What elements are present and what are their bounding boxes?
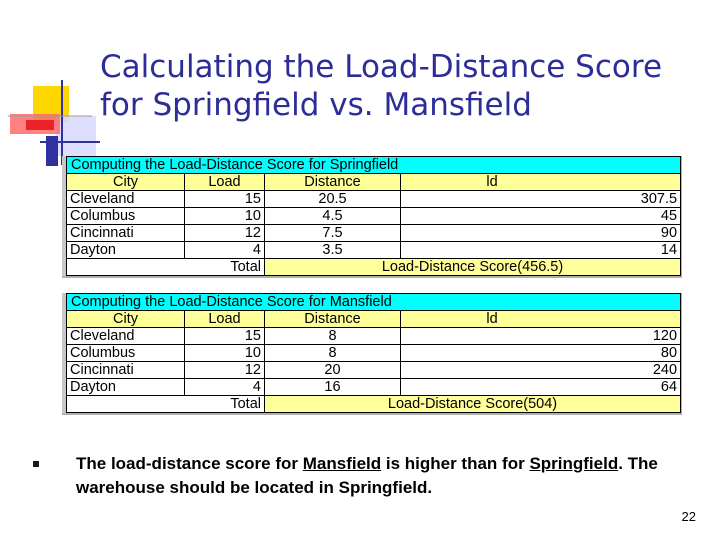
cell-distance: 20 <box>265 362 401 379</box>
corner-decoration <box>0 0 100 170</box>
mansfield-table <box>66 293 681 413</box>
conclusion-text <box>76 452 696 500</box>
cell-distance: 7.5 <box>265 225 401 242</box>
table-caption-row <box>67 157 681 174</box>
cell-ld: 90 <box>401 225 681 242</box>
corner-decoration-graphic <box>0 0 100 170</box>
table-row <box>67 225 681 242</box>
cell-load: 12 <box>185 362 265 379</box>
cell-load: 4 <box>185 242 265 259</box>
cell-ld: 307.5 <box>401 191 681 208</box>
sheet-gutter <box>62 293 66 413</box>
cell-load: 15 <box>185 328 265 345</box>
header-ld: ld <box>401 311 681 328</box>
table-row <box>67 242 681 259</box>
header-city: City <box>67 311 185 328</box>
header-distance: Distance <box>265 174 401 191</box>
total-label: Total <box>67 259 265 276</box>
table-header-row <box>67 311 681 328</box>
cell-load: 10 <box>185 208 265 225</box>
table-row <box>67 191 681 208</box>
springfield-sheet <box>62 156 682 278</box>
cell-load: 4 <box>185 379 265 396</box>
cell-distance: 4.5 <box>265 208 401 225</box>
table-row <box>67 208 681 225</box>
bullet-marker <box>33 461 39 467</box>
header-load: Load <box>185 311 265 328</box>
header-ld: ld <box>401 174 681 191</box>
load-distance-score: Load-Distance Score(504) <box>265 396 681 413</box>
cell-city: Cleveland <box>67 328 185 345</box>
cell-load: 15 <box>185 191 265 208</box>
cell-ld: 120 <box>401 328 681 345</box>
cell-load: 10 <box>185 345 265 362</box>
cell-city: Dayton <box>67 242 185 259</box>
header-city: City <box>67 174 185 191</box>
cell-ld: 45 <box>401 208 681 225</box>
mansfield-sheet <box>62 293 682 415</box>
cell-ld: 14 <box>401 242 681 259</box>
sheet-gutter <box>62 156 66 276</box>
cell-city: Cincinnati <box>67 225 185 242</box>
cell-ld: 80 <box>401 345 681 362</box>
table-total-row <box>67 396 681 413</box>
header-load: Load <box>185 174 265 191</box>
cell-city: Columbus <box>67 208 185 225</box>
table-row <box>67 328 681 345</box>
springfield-link[interactable]: Springfield <box>529 454 619 473</box>
table-header-row <box>67 174 681 191</box>
title-line-2: for Springfield vs. Mansfield <box>100 87 532 123</box>
cell-city: Columbus <box>67 345 185 362</box>
conclusion-part-3: . The warehouse should be located in Springfield. <box>76 454 658 497</box>
cell-load: 12 <box>185 225 265 242</box>
table-row <box>67 379 681 396</box>
table-row <box>67 345 681 362</box>
cell-city: Cincinnati <box>67 362 185 379</box>
conclusion-part-2: is higher than for <box>381 454 530 473</box>
cell-distance: 20.5 <box>265 191 401 208</box>
page-title <box>100 48 700 124</box>
cell-city: Cleveland <box>67 191 185 208</box>
load-distance-score: Load-Distance Score(456.5) <box>265 259 681 276</box>
cell-city: Dayton <box>67 379 185 396</box>
cell-distance: 16 <box>265 379 401 396</box>
cell-distance: 3.5 <box>265 242 401 259</box>
table-caption-row <box>67 294 681 311</box>
cell-ld: 240 <box>401 362 681 379</box>
cell-ld: 64 <box>401 379 681 396</box>
header-distance: Distance <box>265 311 401 328</box>
table-row <box>67 362 681 379</box>
cell-distance: 8 <box>265 345 401 362</box>
table-caption: Computing the Load-Distance Score for Springfield <box>67 157 681 174</box>
table-total-row <box>67 259 681 276</box>
conclusion-part-1: The load-distance score for <box>76 454 303 473</box>
total-label: Total <box>67 396 265 413</box>
cell-distance: 8 <box>265 328 401 345</box>
springfield-table <box>66 156 681 276</box>
title-line-1: Calculating the Load-Distance Score <box>100 49 663 85</box>
table-caption: Computing the Load-Distance Score for Mansfield <box>67 294 681 311</box>
page-number: 22 <box>681 509 696 524</box>
mansfield-link[interactable]: Mansfield <box>302 454 382 473</box>
